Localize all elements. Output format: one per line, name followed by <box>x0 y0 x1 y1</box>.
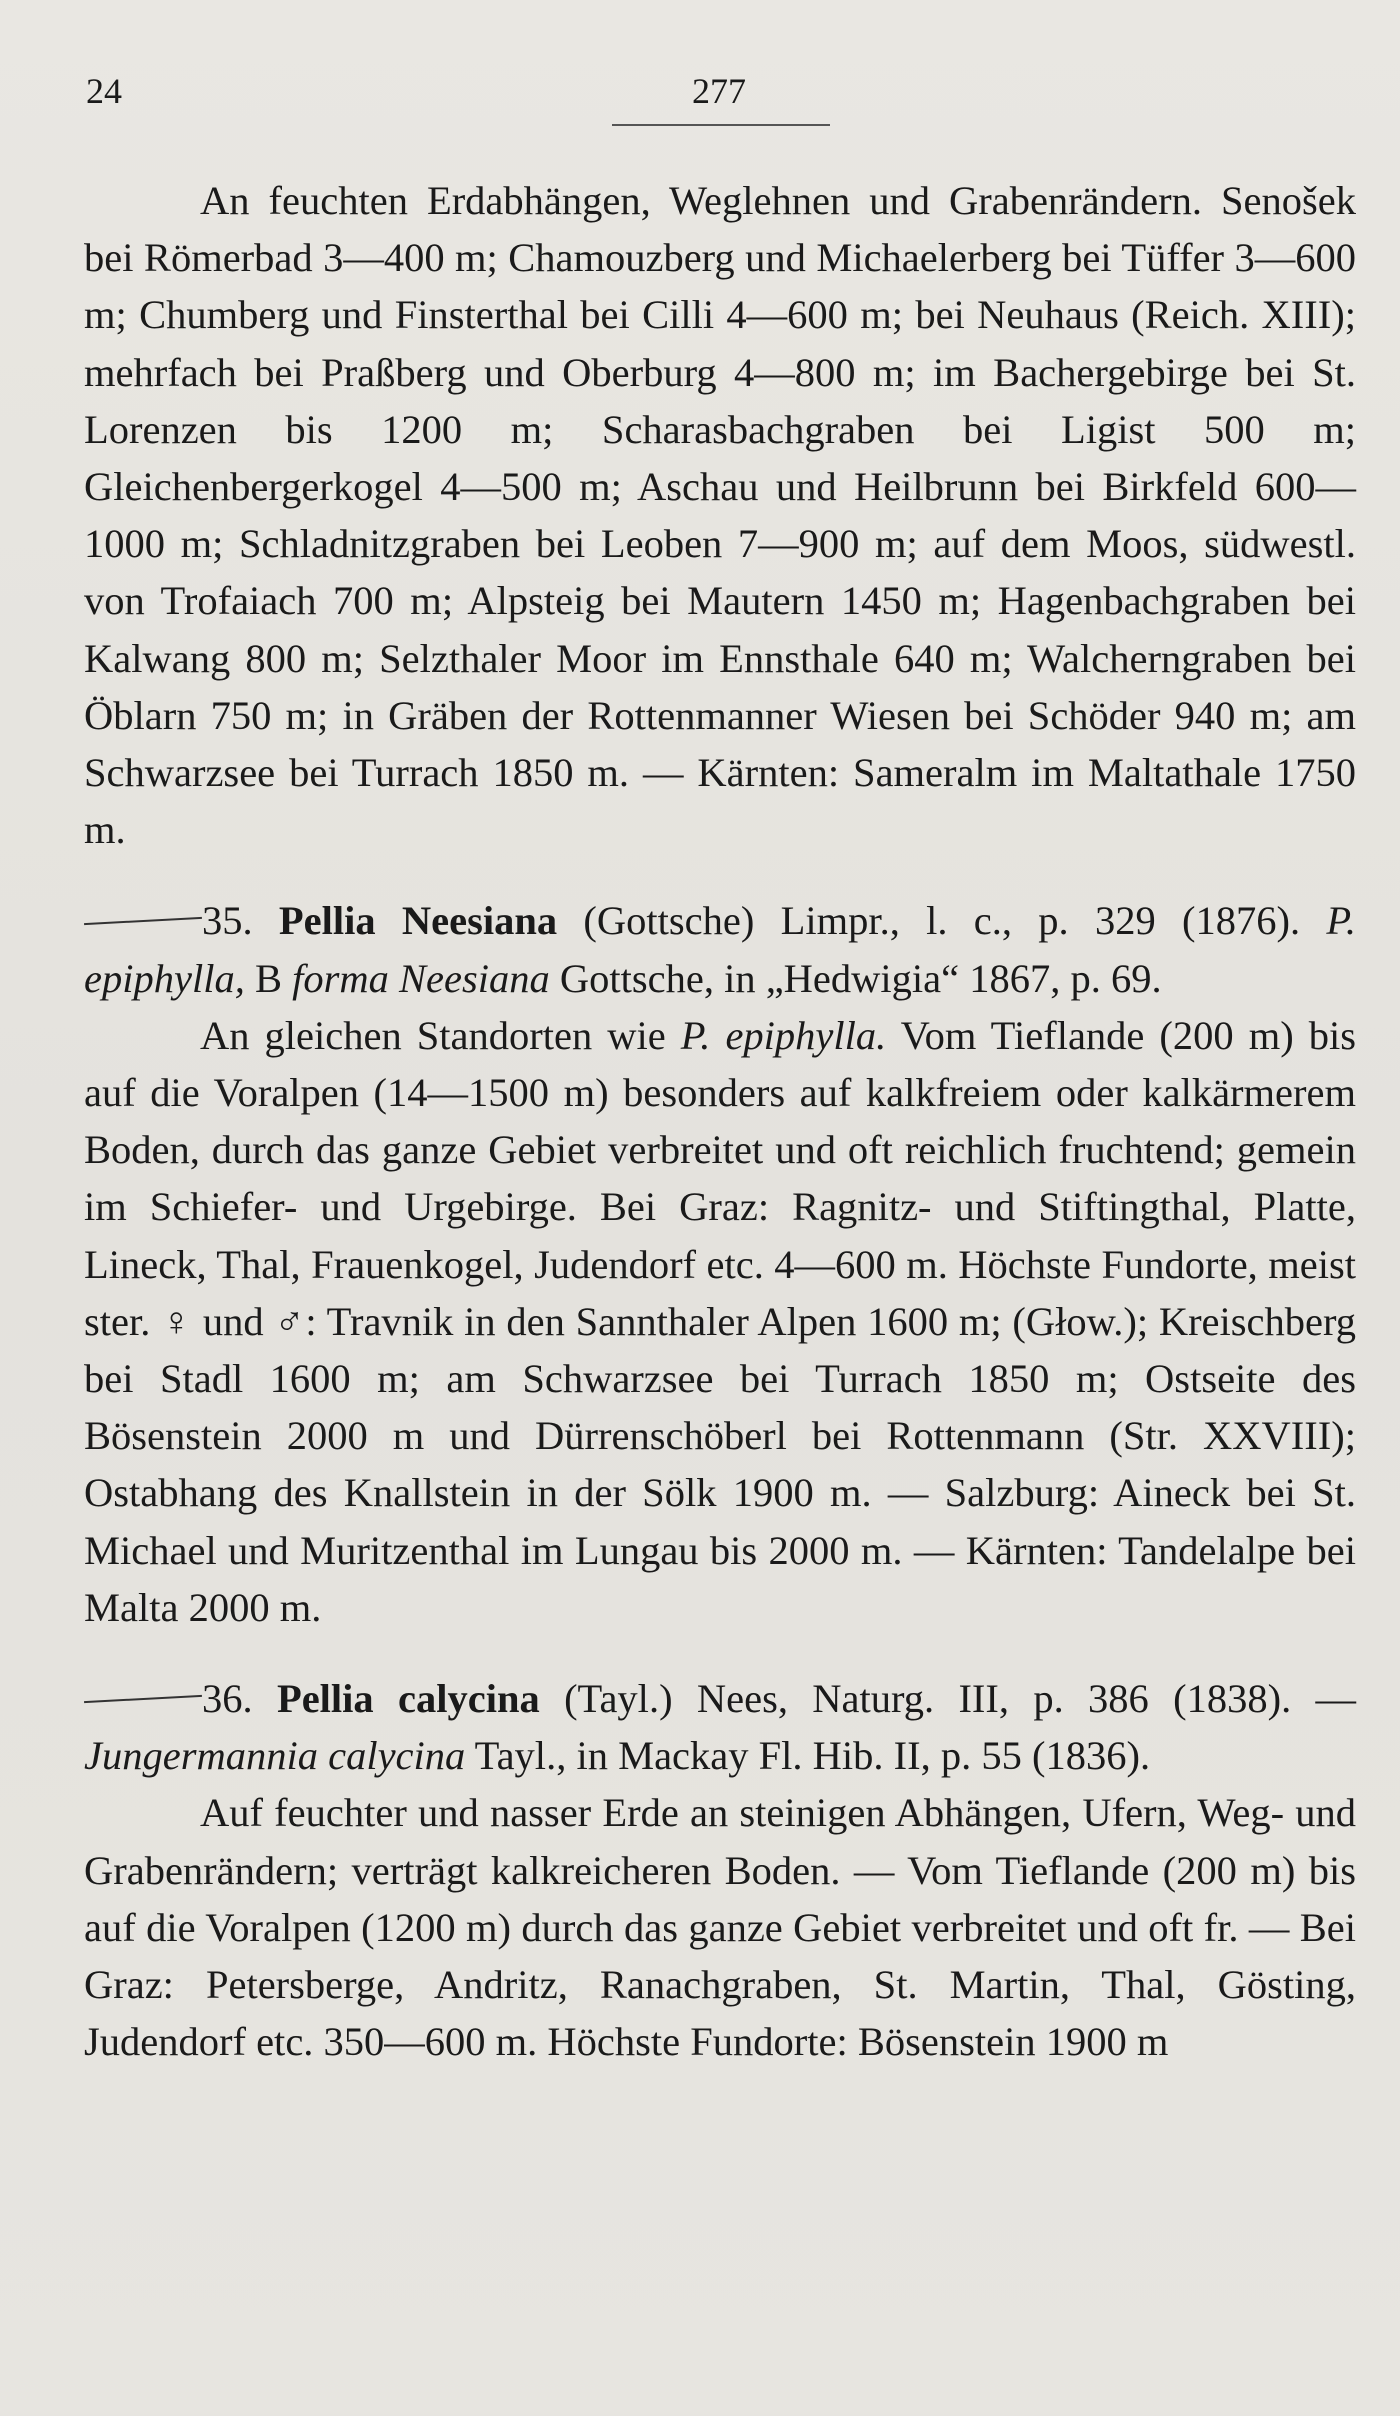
habitat-italic: P. epiphylla. <box>680 1012 887 1058</box>
species-name: Pellia Neesiana <box>278 898 558 944</box>
synonym-text: Tayl., in Mackay Fl. Hib. II, p. 55 (1836). <box>465 1733 1151 1779</box>
center-page-number: 277 <box>692 71 746 111</box>
synonym-text: Gottsche, in „Hedwigia“ 1867, p. 69. <box>549 955 1162 1001</box>
species-number: 36. <box>202 1676 253 1722</box>
synonym-italic: P. epiphylla, <box>84 898 1357 1001</box>
species-citation: (Gottsche) Limpr., l. c., p. 329 (1876). <box>583 898 1301 944</box>
species-entry-36-text: Auf feuchter und nasser Erde an steinigen Abhängen, Ufern, Weg- und Grabenrändern; verträgt kalkreicheren Boden. — Vom Tieflande (200 m) bis auf die Voralpen (1200 m) durch das ganze Gebiet verbreitet und oft fr. — Bei Graz: Petersberge, Andritz, Ranachgraben, St. Martin, Thal, Gösting, Judendorf etc. 350—600 m. Höchste Fundorte: Bösenstein 1900 m <box>84 1790 1356 2065</box>
spacer <box>84 858 1356 892</box>
paragraph-locations: An feuchten Erdabhängen, Weglehnen und Grabenrändern. Senošek bei Römerbad 3—400 m; Chamouzberg und Michaelerberg bei Tüffer 3—600 m; Chumberg und Finsterthal bei Cilli 4—600 m; bei Neuhaus (Reich. XIII); mehrfach bei Praßberg und Oberburg 4—800 m; im Bachergebirge bei St. Lorenzen bis 1200 m; Scharasbachgraben bei Ligist 500 m; Gleichenbergerkogel 4—500 m; Aschau und Heilbrunn bei Birkfeld 600—1000 m; Schladnitzgraben bei Leoben 7—900 m; auf dem Moos, südwestl. von Trofaiach 700 m; Alpsteig bei Mautern 1450 m; Hagenbachgraben bei Kalwang 800 m; Selzthaler Moor im Ennsthale 640 m; Walcherngraben bei Öblarn 750 m; in Gräben der Rottenmanner Wiesen bei Schöder 940 m; am Schwarzsee bei Turrach 1850 m. — Kärnten: Sameralm im Maltathale 1750 m. <box>84 178 1356 853</box>
page-body <box>84 172 1356 2071</box>
synonym-dash: — <box>1291 1676 1357 1722</box>
spacer <box>84 1636 1356 1670</box>
species-entry-36-heading <box>84 1670 1356 1784</box>
page-header <box>0 70 1400 130</box>
header-rule <box>612 124 830 126</box>
left-page-number: 24 <box>86 71 122 111</box>
species-name: Pellia calycina <box>276 1676 540 1722</box>
species-entry-35-text <box>84 1007 1356 1636</box>
synonym-italic: Jungermannia calycina <box>84 1733 466 1779</box>
habitat-text: Vom Tieflande (200 m) bis auf die Voralpen (14—1500 m) besonders auf kalkfreiem oder kalkärmerem Boden, durch das ganze Gebiet verbreitet und oft reichlich fruchtend; gemein im Schiefer- und Urgebirge. Bei Graz: Ragnitz- und Stiftingthal, Platte, Lineck, Thal, Frauenkogel, Judendorf etc. 4—600 m. Höchste Fundorte, meist ster. ♀ und ♂: Travnik in den Sannthaler Alpen 1600 m; (Głow.); Kreischberg bei Stadl 1600 m; am Schwarzsee bei Turrach 1850 m; Ostseite des Bösenstein 2000 m und Dürrenschöberl bei Rottenmann (Str. XXVIII); Ostabhang des Knallstein in der Sölk 1900 m. — Salzburg: Aineck bei St. Michael und Muritzenthal im Lungau bis 2000 m. — Kärnten: Tandelalpe bei Malta 2000 m. <box>84 1012 1356 1630</box>
synonym-italic: forma Neesiana <box>292 955 550 1001</box>
habitat-text: An gleichen Standorten wie <box>200 1012 681 1058</box>
species-entry-35-heading <box>84 892 1356 1006</box>
species-number: 35. <box>202 898 253 944</box>
handwritten-mark <box>84 1695 202 1703</box>
species-citation: (Tayl.) Nees, Naturg. III, p. 386 (1838). <box>564 1676 1292 1722</box>
synonym-text: B <box>244 955 293 1001</box>
handwritten-mark <box>84 917 202 925</box>
